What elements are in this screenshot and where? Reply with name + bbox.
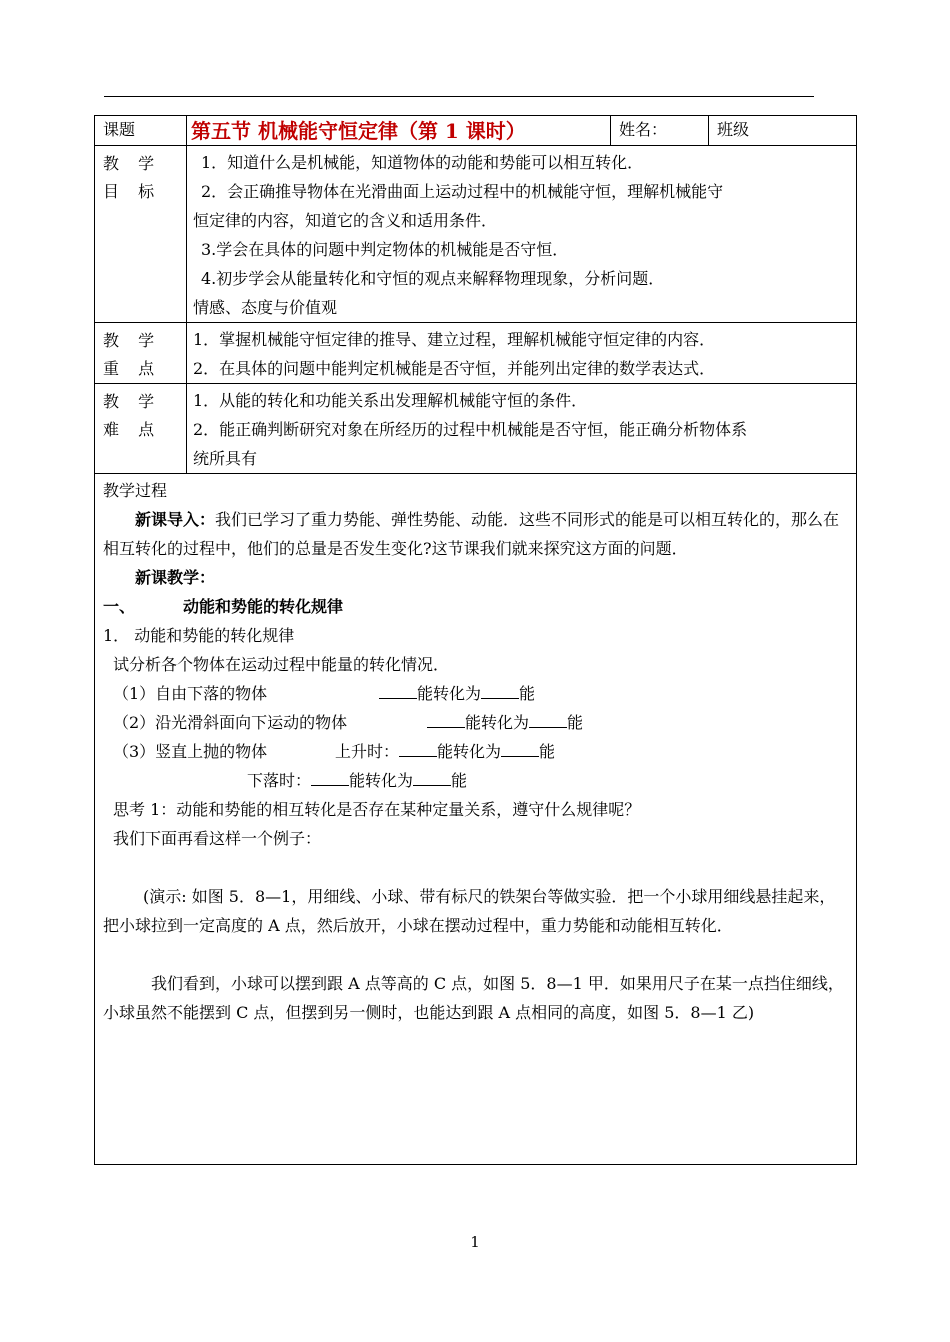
page-number: 1 <box>470 1233 480 1251</box>
difficulty-item: 1．从能的转化和功能关系出发理解机械能守恒的条件． <box>193 391 588 410</box>
case-label: （1）自由下落的物体 <box>113 684 268 703</box>
name-label: 姓名： <box>611 116 709 146</box>
objective-item: 恒定律的内容，知道它的含义和适用条件． <box>193 211 498 230</box>
intro-label: 新课导入： <box>135 510 216 529</box>
key-point-item: 1．掌握机械能守恒定律的推导、建立过程，理解机械能守恒定律的内容． <box>193 330 716 349</box>
observe-paragraph: 我们看到，小球可以摆到跟 A 点等高的 C 点，如图 5．8—1 甲．如果用尺子在某一点挡住细线，小球虽然不能摆到 C 点，但摆到另一侧时，也能达到跟 A 点相同的高度，如图 5．8—1 乙) <box>103 974 844 1022</box>
answer-blank <box>399 739 437 757</box>
key-points-label: 教 学 重 点 <box>95 323 187 384</box>
header-rule <box>104 96 814 97</box>
task-text: 试分析各个物体在运动过程中能量的转化情况． <box>113 655 450 674</box>
converts-text: 能转化为 <box>465 713 530 732</box>
lesson-title: 第五节 机械能守恒定律（第 1 课时） <box>187 116 611 146</box>
teaching-process <box>95 474 857 1165</box>
up-label: 上升时： <box>335 742 400 761</box>
answer-blank <box>529 710 567 728</box>
difficulty-item: 2．能正确判断研究对象在所经历的过程中机械能是否守恒，能正确分析物体系 <box>193 420 748 439</box>
energy-text: 能 <box>567 713 584 732</box>
difficulties-label: 教 学 难 点 <box>95 384 187 474</box>
answer-blank <box>427 710 465 728</box>
case-label: （3）竖直上抛的物体 <box>113 742 268 761</box>
think-question: 思考 1：动能和势能的相互转化是否存在某种定量关系，遵守什么规律呢？ <box>113 800 641 819</box>
energy-text: 能 <box>451 771 468 790</box>
objective-item: 4.初步学会从能量转化和守恒的观点来解释物理现象，分析问题． <box>201 269 665 288</box>
intro-paragraph <box>103 505 846 563</box>
objective-item: 1．知道什么是机械能，知道物体的动能和势能可以相互转化． <box>201 153 644 172</box>
objectives-label: 教 学 目 标 <box>95 146 187 323</box>
case-row <box>103 708 846 737</box>
topic-label: 课题 <box>95 116 187 146</box>
class-label: 班级 <box>709 116 857 146</box>
case-row <box>103 679 846 708</box>
case-label: （2）沿光滑斜面向下运动的物体 <box>113 713 348 732</box>
energy-text: 能 <box>519 684 536 703</box>
answer-blank <box>481 681 519 699</box>
difficulty-item: 统所具有 <box>193 449 258 468</box>
lesson-plan-table <box>94 115 857 1165</box>
key-point-item: 2．在具体的问题中能判定机械能是否守恒，并能列出定律的数学表达式． <box>193 359 716 378</box>
objective-item: 2．会正确推导物体在光滑曲面上运动过程中的机械能守恒，理解机械能守 <box>201 182 724 201</box>
objective-item: 情感、态度与价值观 <box>193 298 338 317</box>
difficulties-content <box>187 384 857 474</box>
objective-item: 3.学会在具体的问题中判定物体的机械能是否守恒． <box>201 240 569 259</box>
answer-blank <box>413 768 451 786</box>
answer-blank <box>311 768 349 786</box>
converts-text: 能转化为 <box>349 771 414 790</box>
demo-paragraph: (演示: 如图 5．8—1，用细线、小球、带有标尺的铁架台等做实验．把一个小球用细线悬挂起来，把小球拉到一定高度的 A 点，然后放开，小球在摆动过程中，重力势能和动能相互转化． <box>103 887 836 935</box>
objectives-content <box>187 146 857 323</box>
converts-text: 能转化为 <box>417 684 482 703</box>
answer-blank <box>379 681 417 699</box>
section-title: 动能和势能的转化规律 <box>183 597 344 616</box>
section-heading <box>103 592 846 621</box>
teaching-label: 新课教学： <box>135 568 216 587</box>
down-label: 下落时： <box>247 771 312 790</box>
lead-text: 我们下面再看这样一个例子： <box>113 829 322 848</box>
key-points-content <box>187 323 857 384</box>
case-row <box>103 737 846 766</box>
answer-blank <box>501 739 539 757</box>
process-heading: 教学过程 <box>103 481 168 500</box>
converts-text: 能转化为 <box>437 742 502 761</box>
subsection-heading: 1． 动能和势能的转化规律 <box>103 626 295 645</box>
case-row <box>103 766 846 795</box>
intro-text: 我们已学习了重力势能、弹性势能、动能．这些不同形式的能是可以相互转化的，那么在相互转化的过程中，他们的总量是否发生变化?这节课我们就来探究这方面的问题． <box>103 510 840 558</box>
energy-text: 能 <box>539 742 556 761</box>
section-number: 一、 <box>103 597 136 616</box>
